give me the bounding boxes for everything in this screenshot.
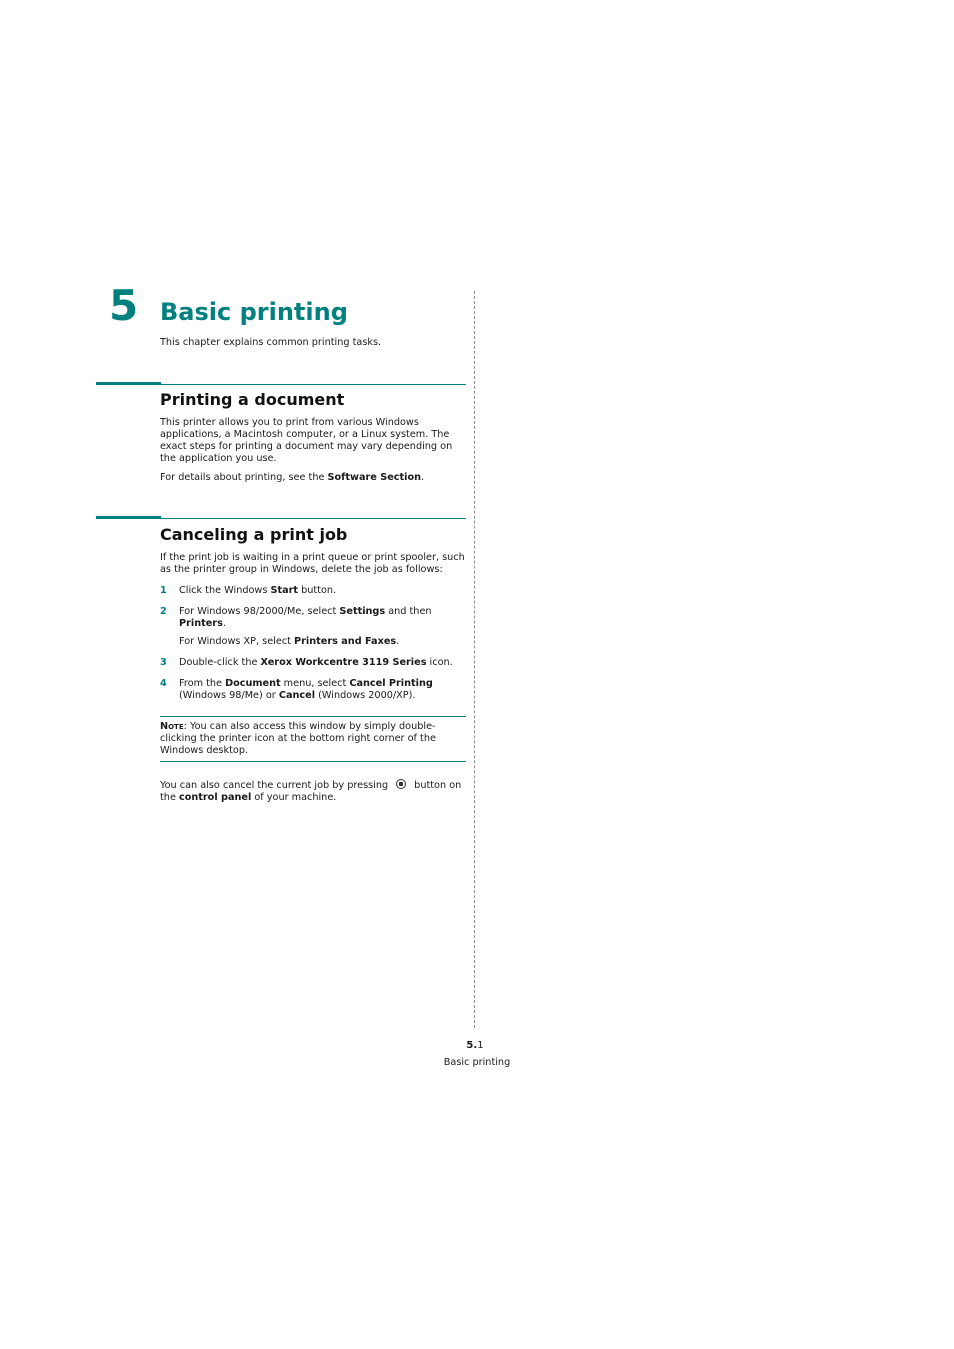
- section-rule-thin: [161, 518, 466, 519]
- software-section-ref: Software Section: [327, 472, 422, 483]
- section-title-canceling: Canceling a print job: [160, 525, 348, 544]
- step-4-text: From the Document menu, select Cancel Printing (Windows 98/Me) or Cancel (Windows 2000/XP).: [179, 678, 433, 701]
- step-3-text: Double-click the Xerox Workcentre 3119 Series icon.: [179, 657, 453, 668]
- step-number: 2: [160, 606, 167, 617]
- canceling-intro: If the print job is waiting in a print queue or print spooler, such as the printer group in Windows, delete the job as follows:: [160, 552, 465, 575]
- printing-paragraph: This printer allows you to print from various Windows applications, a Macintosh computer, or a Linux system. The exact steps for printing a document may vary depending on the application you use.: [160, 417, 453, 464]
- stop-clear-icon: [396, 779, 406, 789]
- step-number: 1: [160, 585, 167, 596]
- chapter-title: Basic printing: [160, 298, 348, 326]
- step-1-text: Click the Windows Start button.: [179, 585, 337, 596]
- page-number: 5.1: [466, 1040, 484, 1051]
- footer-title: Basic printing: [443, 1057, 511, 1068]
- step-2-xp-text: For Windows XP, select Printers and Faxes.: [179, 636, 400, 647]
- section-title-printing: Printing a document: [160, 390, 345, 409]
- note-label: Note: [160, 721, 184, 732]
- section-rule-thick: [96, 382, 161, 385]
- step-2-text: For Windows 98/2000/Me, select Settings and then Printers.: [179, 606, 432, 629]
- section-rule-thin: [161, 384, 466, 385]
- chapter-number: 5: [109, 281, 139, 330]
- section-rule-thick: [96, 516, 161, 519]
- printing-details-paragraph: For details about printing, see the Software Section.: [160, 472, 425, 483]
- note-rule-top: [160, 716, 466, 717]
- margin-dashed-line: [474, 291, 475, 1028]
- note-rule-bottom: [160, 761, 466, 762]
- step-number: 3: [160, 657, 167, 668]
- cancel-via-panel-paragraph: You can also cancel the current job by pressing button on the control panel of your machine.: [160, 780, 462, 803]
- chapter-intro: This chapter explains common printing tasks.: [160, 337, 382, 348]
- step-number: 4: [160, 678, 167, 689]
- note-text: Note: You can also access this window by simply double-clicking the printer icon at the bottom right corner of the Windows desktop.: [160, 721, 436, 756]
